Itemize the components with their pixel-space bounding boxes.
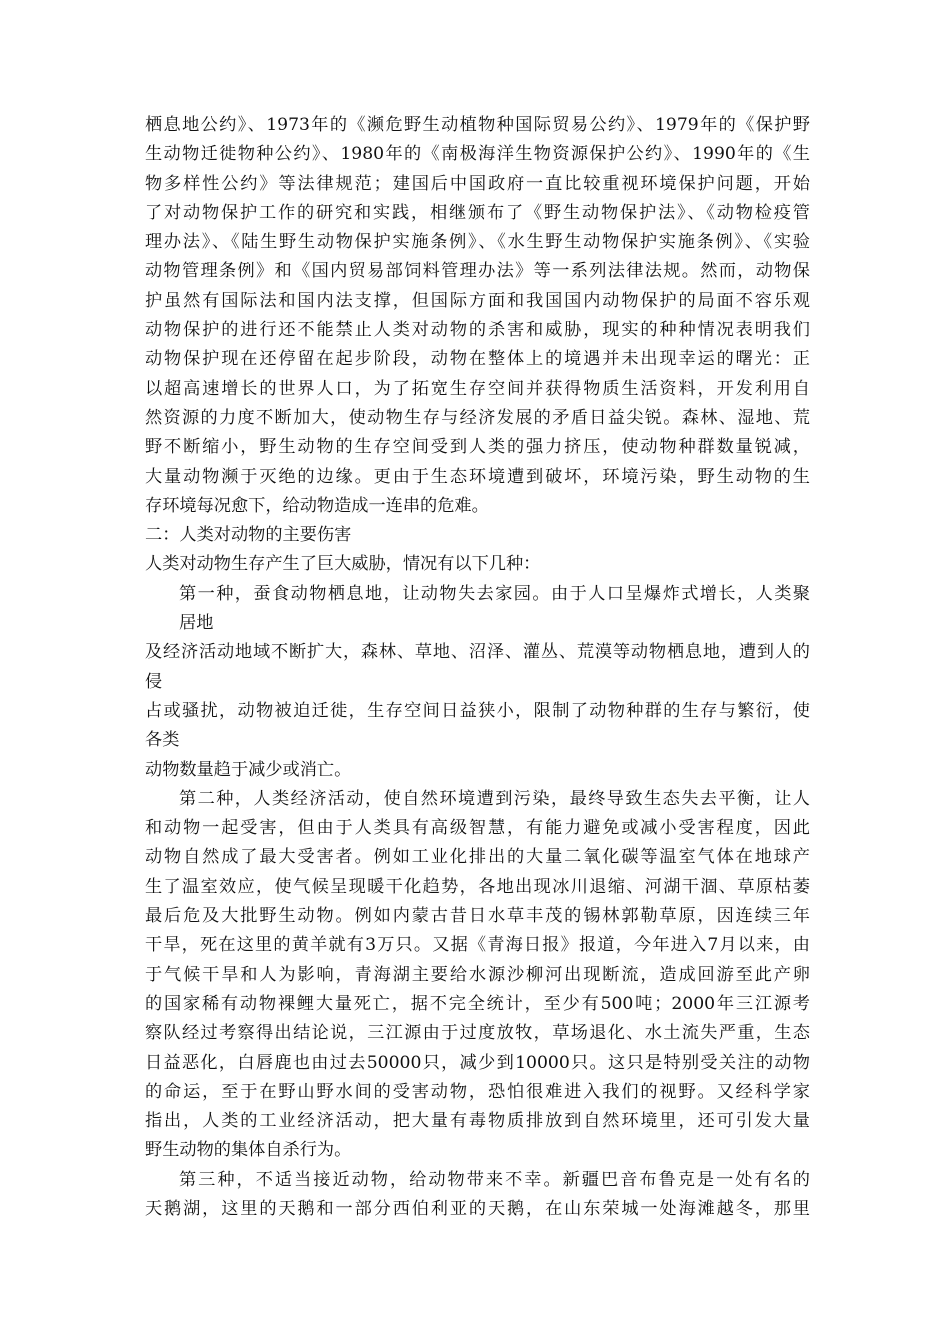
text-line: 护虽然有国际法和国内法支撑，但国际方面和我国国内动物保护的局面不容乐观 bbox=[145, 290, 810, 311]
text-line: 动物管理条例》和《国内贸易部饲料管理办法》等一系列法律法规。然而，动物保 bbox=[145, 261, 810, 282]
paragraph-first-line: 第二种，人类经济活动，使自然环境遭到污染，最终导致生态失去平衡，让人 bbox=[179, 788, 810, 809]
text-line: 察队经过考察得出结论说，三江源由于过度放牧，草场退化、水土流失严重，生态 bbox=[145, 1023, 810, 1044]
text-line: 理办法》、《陆生野生动物保护实施条例》、《水生野生动物保护实施条例》、《实验 bbox=[145, 232, 810, 253]
text-line: 动物保护现在还停留在起步阶段，动物在整体上的境遇并未出现幸运的曙光：正 bbox=[145, 349, 810, 370]
paragraph-first-line: 第三种，不适当接近动物，给动物带来不幸。新疆巴音布鲁克是一处有名的 bbox=[179, 1169, 810, 1190]
document-body bbox=[145, 111, 810, 1331]
text-line: 及经济活动地域不断扩大，森林、草地、沼泽、灌丛、荒漠等动物栖息地，遭到人的 bbox=[145, 642, 810, 663]
text-line: 干旱，死在这里的黄羊就有3万只。又据《青海日报》报道，今年进入7月以来，由 bbox=[145, 935, 810, 956]
text-line: 存环境每况愈下，给动物造成一连串的危难。 bbox=[145, 495, 489, 516]
text-line: 的国家稀有动物裸鲤大量死亡，据不完全统计，至少有500吨；2000年三江源考 bbox=[145, 993, 810, 1014]
section-heading: 二：人类对动物的主要伤害 bbox=[145, 525, 352, 546]
text-line: 日益恶化，白唇鹿也由过去50000只，减少到10000只。这只是特别受关注的动物 bbox=[145, 1052, 810, 1073]
text-line: 居地 bbox=[179, 613, 214, 634]
text-line: 物多样性公约》等法律规范；建国后中国政府一直比较重视环境保护问题，开始 bbox=[145, 173, 810, 194]
text-line: 天鹅湖，这里的天鹅和一部分西伯利亚的天鹅，在山东荣城一处海滩越冬，那里 bbox=[145, 1198, 810, 1219]
text-line: 生动物迁徙物种公约》、1980年的《南极海洋生物资源保护公约》、1990年的《生 bbox=[145, 144, 810, 165]
text-line: 动物自然成了最大受害者。例如工业化排出的大量二氧化碳等温室气体在地球产 bbox=[145, 847, 810, 868]
text-line: 和动物一起受害，但由于人类具有高级智慧，有能力避免或减小受害程度，因此 bbox=[145, 818, 810, 839]
paragraph-first-line: 第一种，蚕食动物栖息地，让动物失去家园。由于人口呈爆炸式增长，人类聚 bbox=[179, 583, 810, 604]
text-line: 生了温室效应，使气候呈现暖干化趋势，各地出现冰川退缩、河湖干涸、草原枯萎 bbox=[145, 876, 810, 897]
text-line: 野生动物的集体自杀行为。 bbox=[145, 1140, 352, 1161]
text-line: 动物保护的进行还不能禁止人类对动物的杀害和威胁，现实的种种情况表明我们 bbox=[145, 320, 810, 341]
text-line: 最后危及大批野生动物。例如内蒙古昔日水草丰茂的锡林郭勒草原，因连续三年 bbox=[145, 906, 810, 927]
text-line: 野不断缩小，野生动物的生存空间受到人类的强力挤压，使动物种群数量锐减， bbox=[145, 437, 810, 458]
text-line: 侵 bbox=[145, 671, 163, 692]
text-line: 指出，人类的工业经济活动，把大量有毒物质排放到自然环境里，还可引发大量 bbox=[145, 1111, 810, 1132]
text-line: 以超高速增长的世界人口，为了拓宽生存空间并获得物质生活资料，开发利用自 bbox=[145, 378, 810, 399]
text-line: 各类 bbox=[145, 730, 180, 751]
text-line: 占或骚扰，动物被迫迁徙，生存空间日益狭小，限制了动物种群的生存与繁衍，使 bbox=[145, 700, 810, 721]
text-line: 然资源的力度不断加大，使动物生存与经济发展的矛盾日益尖锐。森林、湿地、荒 bbox=[145, 407, 810, 428]
text-line: 栖息地公约》、1973年的《濒危野生动植物种国际贸易公约》、1979年的《保护野 bbox=[145, 115, 810, 135]
text-line: 的命运，至于在野山野水间的受害动物，恐怕很难进入我们的视野。又经科学家 bbox=[145, 1081, 810, 1102]
text-line: 于气候干旱和人为影响，青海湖主要给水源沙柳河出现断流，造成回游至此产卵 bbox=[145, 964, 810, 985]
text-line: 了对动物保护工作的研究和实践，相继颁布了《野生动物保护法》、《动物检疫管 bbox=[145, 202, 810, 223]
text-line: 大量动物濒于灭绝的边缘。更由于生态环境遭到破坏，环境污染，野生动物的生 bbox=[145, 466, 810, 487]
text-line: 动物数量趋于减少或消亡。 bbox=[145, 759, 352, 780]
text-line: 人类对动物生存产生了巨大威胁，情况有以下几种： bbox=[145, 554, 541, 575]
